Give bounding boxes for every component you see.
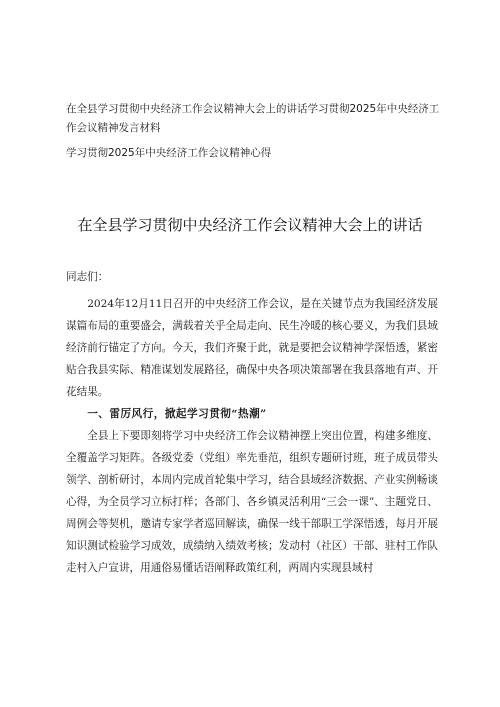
body-paragraph: 2024年12月11日召开的中央经济工作会议，是在关键节点为我国经济发展谋篇布局的重要盛会，满载着关乎全局走向、民生冷暖的核心要义，为我们县域经济前行锚定了方向。今天，我们齐聚于此，就是要把会议精神学深悟透，紧密贴合我县实际、精准谋划发展路径，确保中央各项决策部署在我县落地有声、开花结果。 (66, 298, 438, 398)
toc-item: 学习贯彻2025年中央经济工作会议精神心得 (66, 147, 272, 159)
body-paragraph: 全县上下要即刻将学习中央经济工作会议精神摆上突出位置，构建多维度、全覆盖学习矩阵。各级党委（党组）率先垂范，组织专题研讨班，班子成员带头领学、剖析研讨，本周内完成首轮集中学习，结合县域经济数据、产业实例畅谈心得，为全员学习立标打样；各部门、各乡镇灵活利用“三会一课”、主题党日、周例会等契机，邀请专家学者巡回解读，确保一线干部职工学深悟透，每月开展知识测试检验学习成效，成绩纳入绩效考核；发动村（社区）干部、驻村工作队走村入户宣讲，用通俗易懂话语阐释政策红利，两周内实现县域村 (66, 430, 438, 574)
section-heading: 一、雷厉风行，掀起学习贯彻“热潮” (87, 408, 267, 420)
salutation: 同志们： (66, 271, 109, 283)
document-title: 在全县学习贯彻中央经济工作会议精神大会上的讲话 (77, 216, 423, 234)
table-of-contents (66, 100, 446, 163)
document-body (66, 266, 438, 579)
toc-item: 在全县学习贯彻中央经济工作会议精神大会上的讲话学习贯彻2025年中央经济工作会议精神发言材料 (66, 103, 440, 134)
